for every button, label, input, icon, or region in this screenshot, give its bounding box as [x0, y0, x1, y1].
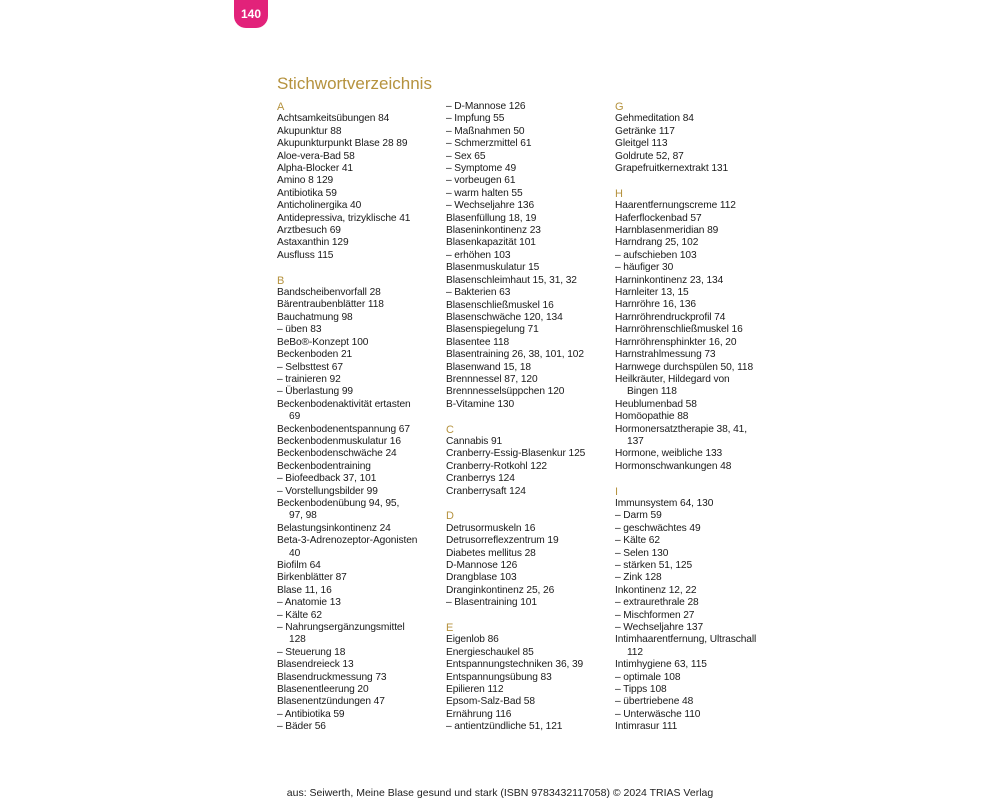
index-entry: 112 — [627, 646, 643, 658]
index-entry: Blasendreieck 13 — [277, 659, 354, 671]
index-entry: Anticholinergika 40 — [277, 200, 362, 212]
index-entry: Cannabis 91 — [446, 435, 503, 447]
index-entry: Brennnessel 87, 120 — [446, 373, 538, 385]
index-entry: Intimrasur 111 — [615, 721, 678, 733]
page-title: Stichwortverzeichnis — [277, 74, 432, 93]
index-entry: Eigenlob 86 — [446, 634, 499, 646]
index-entry: – Steuerung 18 — [277, 646, 346, 658]
index-entry: Detrusormuskeln 16 — [446, 522, 536, 534]
index-entry: Achtsamkeitsübungen 84 — [277, 113, 390, 125]
index-entry: – Schmerzmittel 61 — [446, 138, 532, 150]
index-entry: – Darm 59 — [615, 510, 662, 522]
index-entry: Birkenblätter 87 — [277, 572, 347, 584]
index-entry: Immunsystem 64, 130 — [615, 497, 714, 509]
index-entry: – Selen 130 — [615, 547, 669, 559]
index-entry: Antidepressiva, trizyklische 41 — [277, 212, 411, 224]
copyright-footer: aus: Seiwerth, Meine Blase gesund und stark (ISBN 9783432117058) © 2024 TRIAS Verlag — [286, 787, 714, 799]
index-entry: Drangblase 103 — [446, 572, 517, 584]
index-entry: – stärken 51, 125 — [615, 560, 693, 571]
index-entry: Heublumenbad 58 — [615, 398, 697, 410]
index-entry: D-Mannose 126 — [446, 560, 518, 571]
index-entry: – Unterwäsche 110 — [615, 708, 701, 720]
index-letter-heading: C — [446, 423, 454, 436]
index-entry: Energieschaukel 85 — [446, 646, 534, 658]
index-entry: Blasenschwäche 120, 134 — [446, 311, 563, 323]
index-entry: Entspannungstechniken 36, 39 — [446, 659, 584, 671]
index-letter-heading: H — [615, 187, 623, 200]
index-entry: – Kälte 62 — [277, 609, 322, 621]
index-entry: Ernährung 116 — [446, 708, 512, 720]
index-entry: Harnröhrensphinkter 16, 20 — [615, 336, 737, 348]
index-entry: Blasenkapazität 101 — [446, 237, 536, 249]
index-entry: Beckenbodenaktivität ertasten — [277, 398, 411, 410]
index-entry: – Nahrungsergänzungsmittel — [277, 622, 405, 634]
index-entry: – trainieren 92 — [277, 373, 341, 385]
index-entry: B-Vitamine 130 — [446, 398, 515, 410]
index-entry: Akupunkturpunkt Blase 28 89 — [277, 138, 408, 150]
index-entry: Beckenbodenentspannung 67 — [277, 423, 410, 435]
index-entry: Beckenbodentraining — [277, 460, 371, 472]
index-entry: Blasenfüllung 18, 19 — [446, 212, 537, 224]
index-entry: Heilkräuter, Hildegard von — [615, 373, 730, 385]
index-entry: Cranberry-Essig-Blasenkur 125 — [446, 448, 586, 460]
index-entry: Getränke 117 — [615, 125, 675, 137]
index-entry: – D-Mannose 126 — [446, 101, 526, 112]
index-entry: – geschwächtes 49 — [615, 522, 701, 534]
index-entry: Harnröhre 16, 136 — [615, 299, 696, 311]
index-entry: Blasenschleimhaut 15, 31, 32 — [446, 274, 577, 286]
index-letter-heading: A — [277, 101, 285, 113]
index-entry: – antientzündliche 51, 121 — [446, 721, 563, 733]
index-entry: Goldrute 52, 87 — [615, 150, 684, 162]
index-entry: Aloe-vera-Bad 58 — [277, 150, 355, 162]
index-entry: – warm halten 55 — [446, 187, 523, 199]
index-entry: – Tipps 108 — [615, 684, 667, 696]
index-entry: Astaxanthin 129 — [277, 237, 349, 249]
index-entry: Blasenmuskulatur 15 — [446, 262, 540, 274]
index-letter-heading: G — [615, 101, 624, 113]
index-entry: Harnblasenmeridian 89 — [615, 225, 719, 237]
index-entry: Harninkontinenz 23, 134 — [615, 274, 724, 286]
index-entry: Akupunktur 88 — [277, 125, 342, 137]
index-entry: Cranberrys 124 — [446, 473, 515, 485]
index-entry: Blasenschließmuskel 16 — [446, 299, 554, 311]
index-entry: – extraurethrale 28 — [615, 597, 699, 609]
index-entry: Cranberry-Rotkohl 122 — [446, 460, 547, 472]
index-entry: – Bäder 56 — [277, 721, 326, 733]
index-entry: – Biofeedback 37, 101 — [277, 473, 377, 485]
index-entry: 69 — [289, 411, 301, 423]
index-entry: – übertriebene 48 — [615, 696, 694, 708]
index-entry: Blasentee 118 — [446, 336, 510, 348]
page-number-badge: 140 — [234, 0, 268, 28]
index-entry: Diabetes mellitus 28 — [446, 547, 536, 559]
index-entry: – Blasentraining 101 — [446, 597, 537, 609]
index-column-1 — [277, 101, 442, 734]
index-entry: Amino 8 129 — [277, 175, 334, 187]
index-entry: Beckenbodenübung 94, 95, — [277, 497, 400, 509]
index-entry: – Vorstellungsbilder 99 — [277, 485, 378, 497]
index-entry: Dranginkontinenz 25, 26 — [446, 584, 555, 596]
index-entry: Homöopathie 88 — [615, 411, 689, 423]
index-entry: Harnleiter 13, 15 — [615, 287, 689, 299]
index-entry: Blasenentzündungen 47 — [277, 696, 385, 708]
index-entry: BeBo®-Konzept 100 — [277, 336, 369, 348]
index-entry: Bauchatmung 98 — [277, 311, 353, 323]
index-entry: – häufiger 30 — [615, 262, 674, 274]
index-entry: Biofilm 64 — [277, 560, 321, 572]
index-entry: Beckenbodenmuskulatur 16 — [277, 435, 401, 447]
index-entry: Harnstrahlmessung 73 — [615, 349, 716, 361]
index-entry: Blase 11, 16 — [277, 584, 332, 596]
index-entry: Grapefruitkernextrakt 131 — [615, 163, 729, 175]
index-entry: Beta-3-Adrenozeptor-Agonisten — [277, 535, 418, 547]
index-entry: – Impfung 55 — [446, 113, 505, 125]
index-letter-heading: D — [446, 510, 454, 523]
index-entry: Cranberrysaft 124 — [446, 485, 526, 497]
index-entry: Blasentraining 26, 38, 101, 102 — [446, 349, 584, 361]
index-column-2 — [446, 101, 611, 734]
index-entry: Detrusorreflexzentrum 19 — [446, 535, 559, 547]
index-entry: Blaseninkontinenz 23 — [446, 225, 541, 237]
index-entry: Harnröhrendruckprofil 74 — [615, 311, 726, 323]
index-entry: Blasenspiegelung 71 — [446, 324, 539, 336]
index-entry: – Überlastung 99 — [277, 386, 353, 398]
index-entry: – Wechseljahre 137 — [615, 622, 704, 634]
index-entry: Entspannungsübung 83 — [446, 671, 552, 683]
index-letter-heading: I — [615, 485, 618, 498]
index-entry: 128 — [289, 634, 306, 646]
index-entry: – aufschieben 103 — [615, 249, 697, 261]
index-entry: 97, 98 — [289, 510, 317, 522]
index-entry: – Kälte 62 — [615, 535, 660, 547]
index-entry: Harnwege durchspülen 50, 118 — [615, 361, 754, 373]
index-entry: – Mischformen 27 — [615, 609, 695, 621]
index-entry: Epilieren 112 — [446, 684, 504, 696]
index-entry: Beckenboden 21 — [277, 349, 353, 361]
index-entry: Intimhygiene 63, 115 — [615, 659, 707, 671]
index-entry: – üben 83 — [277, 324, 322, 336]
index-entry: Blasendruckmessung 73 — [277, 671, 387, 683]
index-entry: Harndrang 25, 102 — [615, 237, 699, 249]
index-entry: Alpha-Blocker 41 — [277, 163, 353, 175]
index-entry: Intimhaarentfernung, Ultraschall — [615, 634, 757, 646]
index-entry: Belastungsinkontinenz 24 — [277, 522, 391, 534]
index-entry: Bärentraubenblätter 118 — [277, 299, 384, 311]
index-letter-heading: E — [446, 622, 454, 635]
index-entry: Haferflockenbad 57 — [615, 212, 702, 224]
index-entry: 40 — [289, 547, 301, 559]
index-entry: – Antibiotika 59 — [277, 708, 345, 720]
index-entry: Bingen 118 — [627, 386, 677, 398]
index-entry: Hormonersatztherapie 38, 41, — [615, 423, 747, 435]
index-entry: Beckenbodenschwäche 24 — [277, 448, 397, 460]
index-entry: Brennnesselsüppchen 120 — [446, 386, 565, 398]
index-entry: Blasenwand 15, 18 — [446, 361, 531, 373]
index-entry: – Maßnahmen 50 — [446, 125, 525, 137]
index-entry: – Zink 128 — [615, 572, 662, 584]
index-entry: – Anatomie 13 — [277, 597, 341, 609]
index-entry: Gleitgel 113 — [615, 138, 668, 150]
index-entry: Arztbesuch 69 — [277, 225, 341, 237]
index-entry: Ausfluss 115 — [277, 249, 334, 261]
index-entry: – Selbsttest 67 — [277, 361, 343, 373]
index-entry: – vorbeugen 61 — [446, 175, 516, 187]
index-entry: 137 — [627, 435, 644, 447]
index-entry: Hormonschwankungen 48 — [615, 460, 732, 472]
index-entry: Epsom-Salz-Bad 58 — [446, 696, 535, 708]
index-entry: – Sex 65 — [446, 150, 486, 162]
index-entry: Blasenentleerung 20 — [277, 684, 369, 696]
index-entry: – Wechseljahre 136 — [446, 200, 535, 212]
index-entry: – erhöhen 103 — [446, 249, 511, 261]
index-entry: Haarentfernungscreme 112 — [615, 200, 736, 212]
index-entry: – Symptome 49 — [446, 163, 517, 175]
index-entry: Gehmeditation 84 — [615, 113, 694, 125]
index-entry: Bandscheibenvorfall 28 — [277, 287, 381, 299]
index-entry: Inkontinenz 12, 22 — [615, 584, 697, 596]
index-letter-heading: B — [277, 274, 285, 287]
index-entry: Antibiotika 59 — [277, 187, 337, 199]
index-entry: – Bakterien 63 — [446, 287, 511, 299]
index-column-3 — [615, 101, 785, 734]
index-entry: – optimale 108 — [615, 671, 681, 683]
index-entry: Hormone, weibliche 133 — [615, 448, 723, 460]
index-entry: Harnröhrenschließmuskel 16 — [615, 324, 743, 336]
